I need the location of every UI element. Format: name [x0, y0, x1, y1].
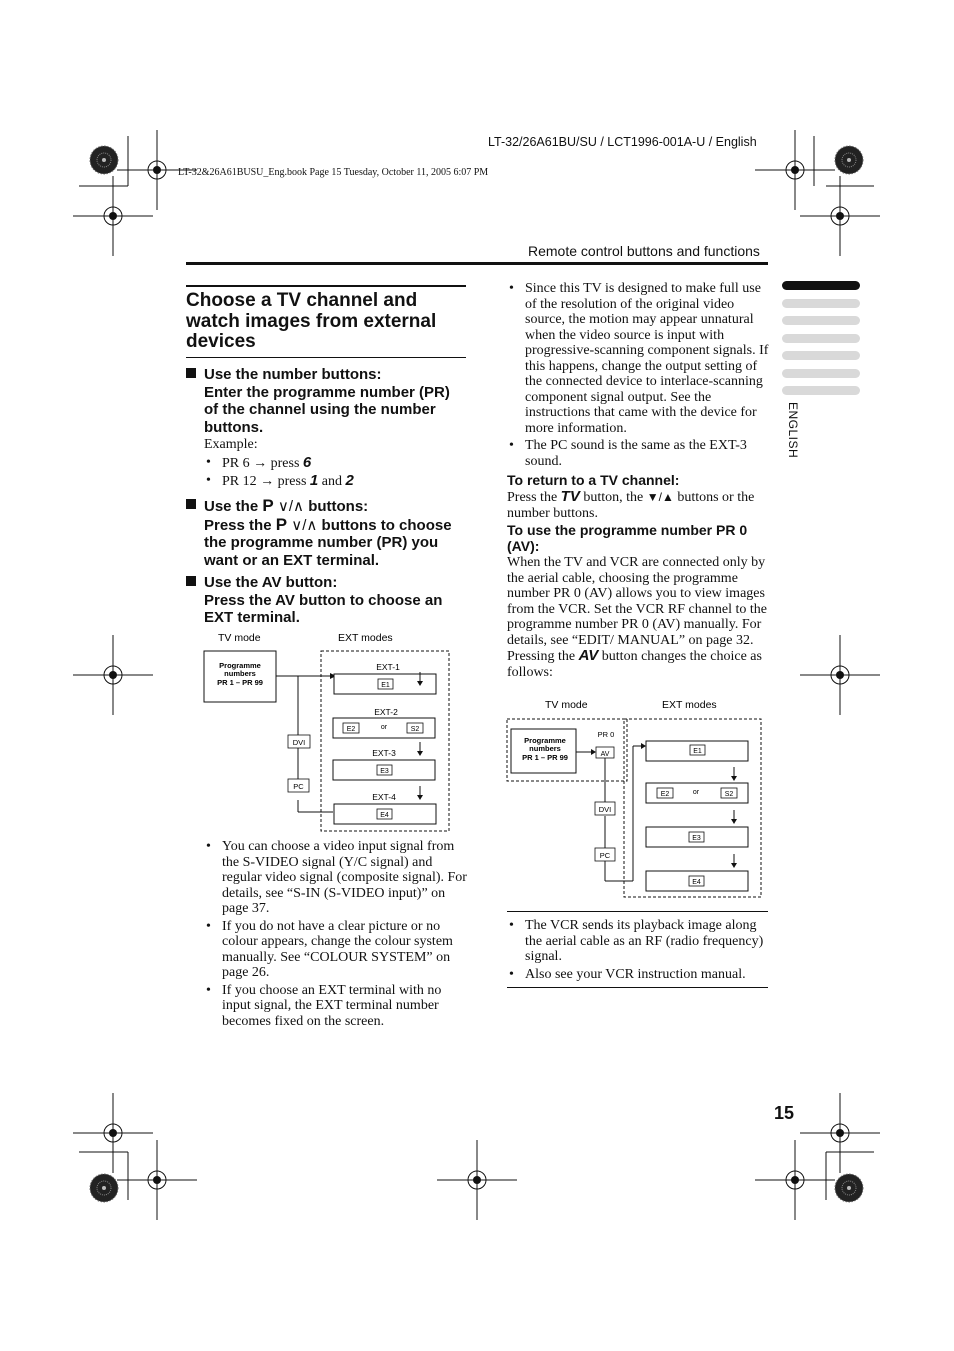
ext-icon: E4 — [692, 879, 701, 886]
programme-box-line: PR 1 – PR 99 — [217, 678, 263, 687]
dvi-label: DVI — [292, 738, 306, 747]
section-heading: Use the number buttons: Enter the programme number (PR) of the channel using the number buttons. — [204, 366, 450, 436]
header-rule — [186, 262, 768, 265]
vcr-note-box — [507, 911, 768, 988]
ext-icon: E1 — [381, 682, 390, 689]
book-info: LT-32&26A61BUSU_Eng.book Page 15 Tuesday, October 11, 2005 6:07 PM — [178, 167, 489, 178]
tv-mode-label: TV mode — [545, 699, 588, 711]
ext-icon: E3 — [692, 835, 701, 842]
return-tv-text: Press the TV button, the ▼/▲ buttons or the number buttons. — [507, 488, 755, 521]
note-item: • You can choose a video input signal from the S-VIDEO signal (Y/C signal) and regular video signal (composite signal). For details, see “S-IN (S-VIDEO input)” on page 37. — [204, 839, 469, 917]
p-key-icon: P — [275, 514, 288, 534]
pr0-body: When the TV and VCR are connected only by the aerial cable, choosing the programme number PR 0 (AV) allows you to view images from the VCR. Set the VCR RF channel to the programme number PR 0 (AV) manually. For details, see “EDIT/ MANUAL” on page 32. — [507, 555, 768, 648]
side-tab — [782, 351, 860, 360]
section-number-buttons — [204, 366, 468, 490]
or-label: or — [692, 789, 700, 796]
ext-icon: S2 — [410, 726, 420, 733]
ext-modes-label: EXT modes — [662, 699, 717, 711]
side-tab — [782, 386, 860, 395]
or-label: or — [380, 724, 388, 731]
example-item: • PR 6 → press 6 — [204, 455, 468, 472]
page-title: Choose a TV channel and watch images from external devices — [186, 290, 437, 352]
pr0-av-text: Pressing the AV button changes the choice as follows: — [507, 647, 762, 680]
ext-icon: E1 — [693, 748, 702, 755]
note-item: • The PC sound is the same as the EXT-3 sound. — [507, 438, 769, 469]
ext-modes-label: EXT modes — [338, 632, 393, 644]
square-bullet-icon — [186, 576, 196, 586]
ext-label: EXT-3 — [372, 748, 396, 758]
subsection-heading: To use the programme number PR 0 (AV): — [507, 522, 748, 554]
dvi-label: DVI — [598, 805, 612, 814]
ext-label: EXT-2 — [374, 707, 398, 717]
pc-label: PC — [293, 782, 304, 791]
ext-label: EXT-4 — [372, 792, 396, 802]
return-tv-section — [507, 472, 769, 521]
section-p-buttons — [204, 497, 470, 569]
side-language-label: ENGLISH — [786, 402, 800, 459]
section-name: Remote control buttons and functions — [528, 243, 760, 259]
ext-mode-diagram-2 — [503, 694, 768, 904]
up-down-arrows: ∨/∧ — [291, 516, 318, 534]
subsection-heading: To return to a TV channel: — [507, 472, 680, 488]
section-heading: Use the AV button: Press the AV button to choose an EXT terminal. — [204, 574, 443, 626]
programme-box-line: Programme — [524, 736, 566, 745]
left-notes-list — [204, 839, 469, 1029]
ext-icon: E4 — [380, 812, 389, 819]
side-tab — [782, 299, 860, 308]
section-heading: Use the P ∨/∧ buttons: Press the P ∨/∧ buttons to choose the programme number (PR) you want or an EXT terminal. — [204, 496, 452, 569]
page-title-box — [186, 285, 466, 358]
ext-icon: E2 — [346, 726, 356, 733]
example-list — [204, 455, 468, 490]
ext-icon: S2 — [724, 791, 734, 798]
p-key-icon: P — [262, 496, 274, 515]
note-item: • The VCR sends its playback image along the aerial cable as an RF (radio frequency) signal. — [507, 918, 768, 965]
example-item: • PR 12 → press 1 and 2 — [204, 473, 468, 490]
up-down-arrows: ∨/∧ — [277, 498, 305, 515]
ext-icon: E3 — [380, 768, 389, 775]
note-item: • If you do not have a clear picture or no colour appears, change the colour system manually. See “COLOUR SYSTEM” on page 26. — [204, 919, 469, 981]
down-up-arrows: ▼/▲ — [646, 490, 674, 504]
square-bullet-icon — [186, 368, 196, 378]
note-item: • If you choose an EXT terminal with no input signal, the EXT terminal number becomes fixed on the screen. — [204, 983, 469, 1030]
side-tab — [782, 334, 860, 343]
vcr-notes-list — [507, 918, 768, 982]
square-bullet-icon — [186, 499, 196, 509]
tv-mode-label: TV mode — [218, 632, 261, 644]
pr0-section — [507, 522, 769, 680]
ext-label: EXT-1 — [376, 662, 400, 672]
tv-key-icon: TV — [560, 488, 580, 505]
programme-box-line: PR 1 – PR 99 — [522, 753, 568, 762]
page-number: 15 — [774, 1103, 795, 1123]
ext-icon: E2 — [660, 791, 670, 798]
av-key-icon: AV — [578, 647, 599, 664]
header-model-code: LT-32/26A61BU/SU / LCT1996-001A-U / English — [488, 135, 757, 149]
note-item: • Also see your VCR instruction manual. — [507, 967, 768, 983]
example-label: Example: — [204, 437, 258, 452]
programme-box-line: numbers — [529, 744, 561, 753]
pr0-label: PR 0 — [597, 730, 615, 739]
section-av-button — [204, 574, 468, 627]
side-tab — [782, 316, 860, 325]
programme-box-line: numbers — [224, 669, 256, 678]
right-notes-list — [507, 281, 769, 469]
pc-label: PC — [599, 851, 611, 860]
av-icon: AV — [600, 751, 610, 758]
side-tab-active — [782, 281, 860, 290]
ext-mode-diagram-1 — [200, 628, 460, 838]
side-tab — [782, 369, 860, 378]
note-item: • Since this TV is designed to make full use of the resolution of the original video source, the motion may appear unnatural when the video source is input with progressive-scanning component signals. If this happens, change the output setting of the connected device to interlace-scanning component signal output. See the instructions that came with the device for more information. — [507, 281, 769, 436]
programme-box-line: Programme — [219, 661, 261, 670]
side-tab-bar — [782, 281, 860, 404]
